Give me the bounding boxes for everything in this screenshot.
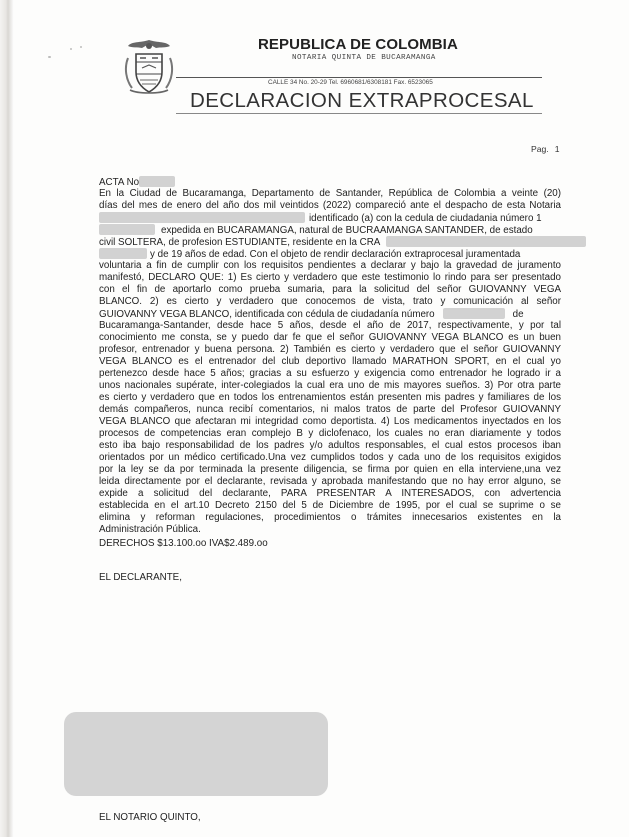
body-line: por la ley se da por terminada la presente diligencia, se firma por quien en ella interviene,una vez <box>99 464 561 475</box>
body-line: establecida en el art.10 Decreto 2150 del 5 de Diciembre de 1995, por el cual se suprime o se <box>99 500 561 511</box>
body-line: esto iba bajo responsabilidad de los padres y/o adultos responsables, el cual estos procesos iban <box>99 440 561 451</box>
binding-edge <box>0 0 14 837</box>
body-line: elimina y reforman regulaciones, procedimientos o trámites innecesarios existentes en la <box>99 512 561 523</box>
redaction <box>386 236 586 247</box>
redaction <box>99 224 155 235</box>
body-line: procesos de competencias eran complejo B y diclofenaco, los cuales no eran diariamente y todos <box>99 428 561 439</box>
body-line: pertenezco desde hace 5 años; gracias a su esfuerzo y exigencia como entrenador he logrado ir a <box>99 368 561 379</box>
body-line: orientados por un médico certificado.Una vez cumplidos todos y cada uno de los requisitos exigidos <box>99 452 561 463</box>
body-line: conocimiento me consta, se y puedo dar fe que el señor GUIOVANNY VEGA BLANCO es un buen <box>99 332 561 343</box>
header-title: REPUBLICA DE COLOMBIA <box>258 36 458 53</box>
body-line: profesor, entrenador y buena persona. 2) También es cierto y verdadero que el señor GUIOVANNY <box>99 344 561 355</box>
scan-speck <box>70 48 72 50</box>
body-text: expedida en BUCARAMANGA, natural de BUCRAAMANGA SANTANDER, de estado <box>161 225 533 236</box>
acta-label: ACTA No <box>99 177 140 188</box>
body-line: es cierto y verdadero que en todos los entrenamientos están presenten mis padres y familiares de los <box>99 392 561 403</box>
body-line: En la Ciudad de Bucaramanga, Departamento de Santander, República de Colombia a veinte (20) <box>99 188 561 199</box>
body-line: expide a solicitud del declarante, PARA PRESENTAR A INTERESADOS, con advertencia <box>99 488 561 499</box>
body-line: Bucaramanga-Santander, desde hace 5 años, desde el año de 2017, respectivamente, y por tal <box>99 320 561 331</box>
body-line: días del mes de enero del año dos mil veintidos (2022) compareció ante el despacho de esta Notaria <box>99 200 561 211</box>
body-line: con el fin de aportarlo como prueba sumaria, para la solicitud del señor GUIOVANNY VEGA <box>99 284 561 295</box>
page-value: 1 <box>554 144 560 154</box>
notary-label: EL NOTARIO QUINTO, <box>99 812 201 823</box>
body-line: BLANCO. 2) es cierto y verdadero que conocemos de vista, trato y comunicación al señor <box>99 296 561 307</box>
page-label: Pag. <box>531 144 549 154</box>
body-line: unos nacionales supérate, inter-colegiados la cual era uno de mis mayores sueños. 3) Por otra parte <box>99 380 561 391</box>
document-title: DECLARACION EXTRAPROCESAL <box>190 89 534 112</box>
body-line: Administración Pública. <box>99 524 201 535</box>
body-line: VEGA BLANCO que afectaran mi integridad como deportista. 4) Los medicamentos inyectados en los <box>99 416 561 427</box>
header-rule <box>176 77 542 78</box>
body-line: manifestó, DECLARO QUE: 1) Es cierto y verdadero que este testimonio lo rindo para ser presentado <box>99 272 561 283</box>
declarant-label: EL DECLARANTE, <box>99 572 182 583</box>
scan-speck <box>48 56 51 58</box>
body-text: de <box>512 309 524 320</box>
body-text: GUIOVANNY VEGA BLANCO, identificada con cédula de ciudadanía número <box>99 309 435 320</box>
scan-speck <box>80 46 82 48</box>
body-text: identificado (a) con la cedula de ciudadania número 1 <box>309 213 542 224</box>
body-line: leida directamente por el declarante, revisada y aprobada manifestando que no hay error alguno, se <box>99 476 561 487</box>
title-rule <box>176 113 542 114</box>
header-address: CALLE 34 No. 20-29 Tel. 6960681/6308181 Fax. 6523065 <box>268 79 433 86</box>
fees-line: DERECHOS $13.100.oo IVA$2.489.oo <box>99 538 268 549</box>
body-text: civil SOLTERA, de profesion ESTUDIANTE, residente en la CRA <box>99 237 381 248</box>
body-text: y de 19 años de edad. Con el objeto de rendir declaración extraprocesal juramentada <box>150 249 521 260</box>
header-notary-name: NOTARIA QUINTA DE BUCARAMANGA <box>292 54 436 62</box>
redaction <box>139 176 175 187</box>
body-line: voluntaria a fin de cumplir con los requisitos pendientes a declarar y bajo la gravedad de juramento <box>99 260 561 271</box>
redacted-signature <box>64 712 328 796</box>
coat-of-arms-icon <box>122 38 176 96</box>
body-line: VEGA BLANCO es el entrenador del club deportivo llamado MARATHON SPORT, en el cual yo <box>99 356 561 367</box>
redaction <box>443 308 505 319</box>
redaction <box>99 248 147 259</box>
body-line: demás compañeros, nunca recibí comentarios, ni malos tratos de parte del Profesor GUIOVANNY <box>99 404 561 415</box>
redaction <box>99 212 305 223</box>
page-number <box>531 144 559 154</box>
